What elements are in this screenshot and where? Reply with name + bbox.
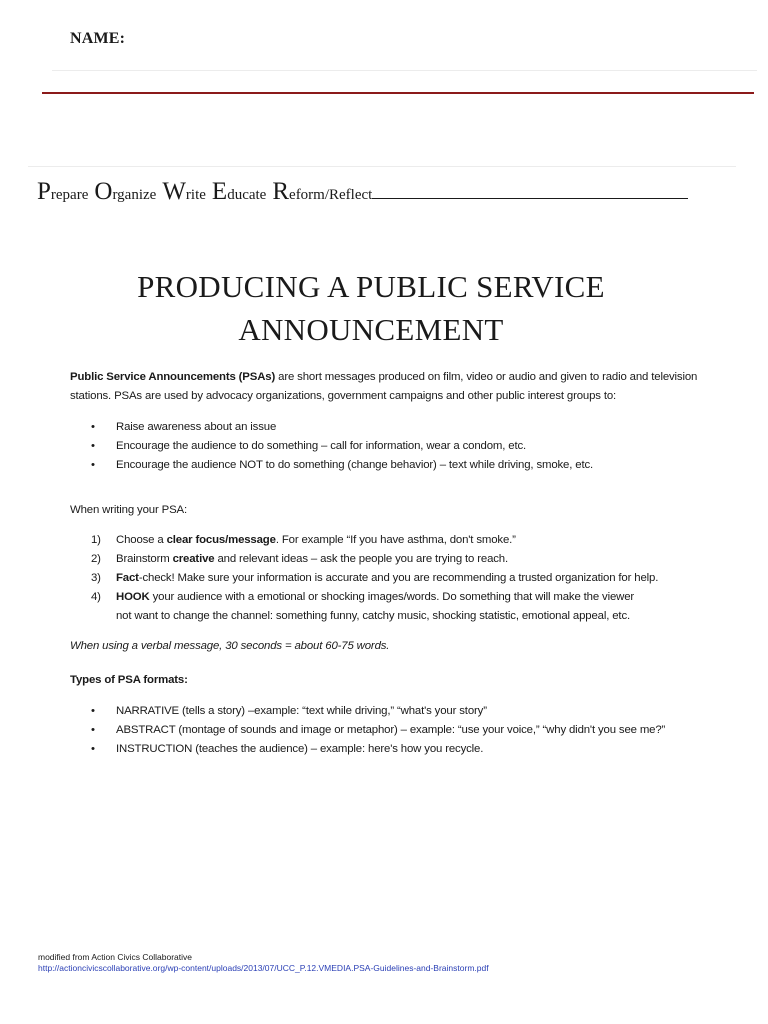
- name-label: NAME:: [70, 30, 126, 47]
- divider: [52, 70, 757, 71]
- list-item: • ABSTRACT (montage of sounds and image or metaphor) – example: “use your voice,” “why didn't you see me?”: [91, 724, 666, 736]
- page-title: [60, 265, 682, 351]
- powr-heading: [37, 178, 688, 206]
- source-link[interactable]: http://actioncivicscollaborative.org/wp-content/uploads/2013/07/UCC_P.12.VMEDIA.PSA-Guidelines-and-Brainstorm.pdf: [38, 963, 489, 973]
- header-rule: [42, 92, 754, 94]
- powr-word: Prepare: [37, 178, 89, 205]
- writing-heading: When writing your PSA:: [70, 504, 187, 516]
- title-line-1: PRODUCING A PUBLIC SERVICE: [137, 269, 605, 304]
- footer-credit: modified from Action Civics Collaborative: [38, 952, 193, 962]
- powr-word: Educate: [211, 178, 267, 205]
- list-item: • INSTRUCTION (teaches the audience) – example: here's how you recycle.: [91, 743, 484, 755]
- divider: [28, 166, 736, 167]
- list-item: • Encourage the audience to do something – call for information, wear a condom, etc.: [91, 440, 527, 452]
- powr-underline: [372, 198, 688, 199]
- list-item: 4) HOOK your audience with a emotional or shocking images/words. Do something that will make the viewer: [91, 591, 635, 603]
- list-item-continuation: not want to change the channel: something funny, catchy music, shocking statistic, emotional appeal, etc.: [116, 610, 631, 622]
- list-item: 2) Brainstorm creative and relevant ideas – ask the people you are trying to reach.: [91, 553, 508, 565]
- list-item: • Encourage the audience NOT to do something (change behavior) – text while driving, smoke, etc.: [91, 459, 594, 471]
- powr-word: Organize: [94, 178, 157, 205]
- purpose-list: [91, 418, 594, 475]
- intro-text: are short messages produced on film, video or audio and given to radio and television: [275, 371, 698, 383]
- title-line-2: ANNOUNCEMENT: [238, 312, 504, 347]
- powr-word: Reform/Reflect: [272, 178, 373, 205]
- intro-text-line-2: stations. PSAs are used by advocacy organizations, government campaigns and other public interest groups to:: [70, 390, 617, 402]
- intro-paragraph: [70, 368, 750, 406]
- list-item: 1) Choose a clear focus/message. For example “If you have asthma, don't smoke.”: [91, 534, 516, 546]
- list-item: • NARRATIVE (tells a story) –example: “text while driving,” “what's your story”: [91, 705, 487, 717]
- formats-list: [91, 702, 666, 759]
- list-item: 3) Fact-check! Make sure your information is accurate and you are recommending a trusted organization for help.: [91, 572, 659, 584]
- word-count-note: When using a verbal message, 30 seconds = about 60-75 words.: [70, 640, 390, 652]
- list-item: • Raise awareness about an issue: [91, 421, 277, 433]
- writing-steps: [91, 531, 659, 626]
- powr-word: Write: [162, 178, 206, 205]
- formats-heading: Types of PSA formats:: [70, 674, 188, 686]
- intro-term: Public Service Announcements (PSAs): [70, 371, 276, 383]
